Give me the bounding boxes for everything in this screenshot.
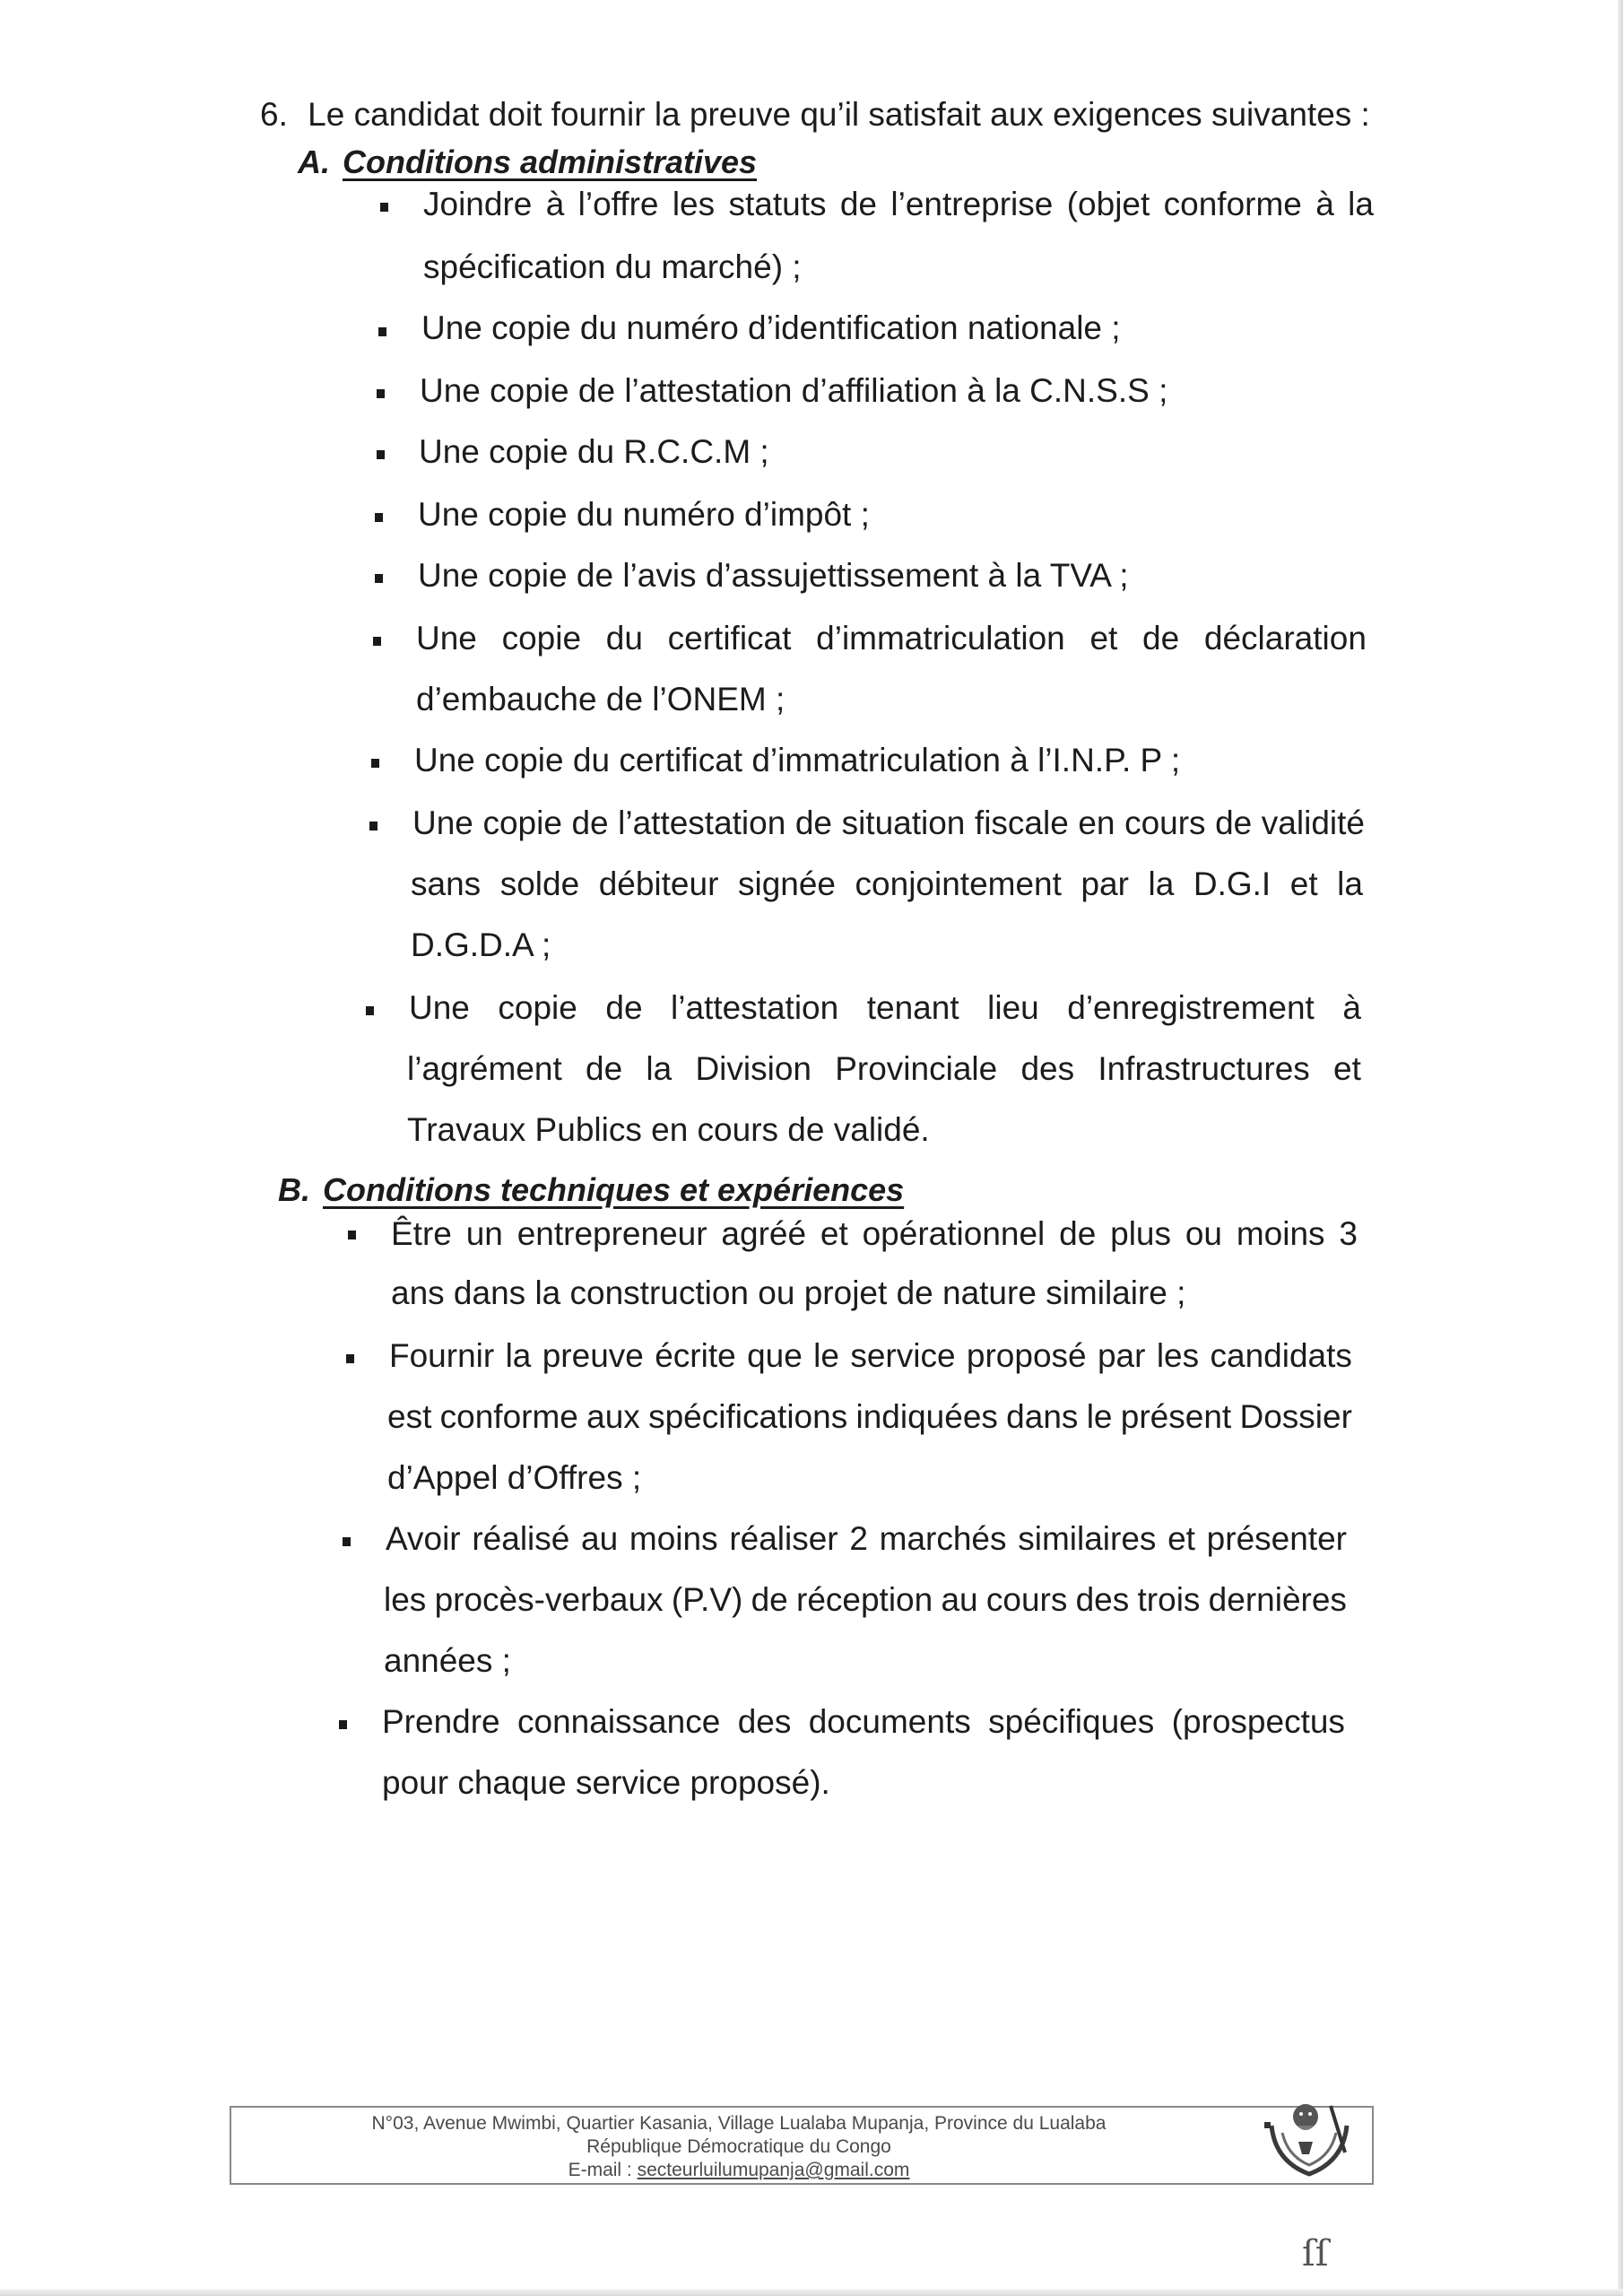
a-item-7-line-1: Une copie du certificat d’immatriculation et de déclaration <box>416 620 1367 657</box>
a-item-10-line-1: Une copie de l’attestation tenant lieu d’enregistrement à <box>409 989 1361 1026</box>
bullet-icon <box>373 637 381 646</box>
a-item-1-line-1: Joindre à l’offre les statuts de l’entreprise (objet conforme à la <box>423 186 1374 222</box>
section-b-letter: B. <box>278 1171 310 1208</box>
a-item-10-line-2: l’agrément de la Division Provinciale des Infrastructures et <box>407 1050 1361 1087</box>
scan-edge-bottom <box>0 2289 1623 2296</box>
b-item-2-line-2: est conforme aux spécifications indiquées dans le présent Dossier <box>387 1398 1352 1435</box>
footer-country: République Démocratique du Congo <box>586 2136 891 2157</box>
intro-number: 6. <box>260 96 288 133</box>
a-item-9-line-3: D.G.D.A ; <box>411 926 551 963</box>
a-item-4: Une copie du R.C.C.M ; <box>419 433 769 470</box>
section-a-heading <box>298 144 757 181</box>
coat-of-arms-icon <box>1255 2099 1363 2185</box>
b-item-1-line-1: Être un entrepreneur agréé et opérationnel de plus ou moins 3 <box>391 1215 1358 1252</box>
section-b-heading <box>278 1171 904 1209</box>
b-item-2-line-3: d’Appel d’Offres ; <box>387 1459 642 1496</box>
footer-email: secteurluilumupanja@gmail.com <box>637 2160 910 2180</box>
intro-line <box>260 95 1370 135</box>
a-item-9-line-2: sans solde débiteur signée conjointement par la D.G.I et la <box>411 865 1363 902</box>
b-item-3-line-3: années ; <box>384 1642 511 1679</box>
a-item-9-line-1: Une copie de l’attestation de situation fiscale en cours de validité <box>412 804 1365 841</box>
b-item-1-line-2: ans dans la construction ou projet de nature similaire ; <box>391 1274 1186 1311</box>
a-item-5: Une copie du numéro d’impôt ; <box>418 496 870 533</box>
bullet-icon <box>377 450 385 459</box>
bullet-icon <box>366 1006 374 1015</box>
a-item-8: Une copie du certificat d’immatriculation à l’I.N.P. P ; <box>414 742 1181 778</box>
b-item-2-line-1: Fournir la preuve écrite que le service proposé par les candidats <box>389 1337 1352 1374</box>
a-item-2: Une copie du numéro d’identification nationale ; <box>421 309 1121 346</box>
bullet-icon <box>375 574 383 583</box>
bullet-icon <box>348 1231 356 1239</box>
bullet-icon <box>339 1720 347 1729</box>
a-item-1-line-2: spécification du marché) ; <box>423 248 802 285</box>
section-a-title: Conditions administratives <box>343 144 758 180</box>
b-item-3-line-2: les procès-verbaux (P.V) de réception au cours des trois dernières <box>384 1581 1347 1618</box>
a-item-7-line-2: d’embauche de l’ONEM ; <box>416 681 785 718</box>
section-a-letter: A. <box>298 144 330 180</box>
a-item-10-line-3: Travaux Publics en cours de validé. <box>407 1111 930 1148</box>
b-item-3-line-1: Avoir réalisé au moins réaliser 2 marchés similaires et présenter <box>386 1520 1347 1557</box>
a-item-3: Une copie de l’attestation d’affiliation à la C.N.S.S ; <box>420 372 1168 409</box>
bullet-icon <box>346 1354 354 1363</box>
bullet-icon <box>380 203 388 212</box>
bullet-icon <box>377 389 385 398</box>
bullet-icon <box>369 822 378 831</box>
bullet-icon <box>343 1537 351 1546</box>
page-number: ſſ <box>1302 2233 1329 2274</box>
intro-text: Le candidat doit fournir la preuve qu’il satisfait aux exigences suivantes : <box>308 96 1370 133</box>
bullet-icon <box>378 327 386 336</box>
bullet-icon <box>375 513 383 522</box>
footer-email-line <box>230 2160 1248 2181</box>
a-item-6: Une copie de l’avis d’assujettissement à la TVA ; <box>418 557 1129 594</box>
scan-edge-right <box>1618 0 1623 2296</box>
footer-email-label: E-mail : <box>568 2160 632 2180</box>
bullet-icon <box>371 759 379 768</box>
footer-address: N°03, Avenue Mwimbi, Quartier Kasania, Village Lualaba Mupanja, Province du Lualaba <box>371 2113 1107 2134</box>
section-b-title: Conditions techniques et expériences <box>323 1171 905 1208</box>
b-item-4-line-1: Prendre connaissance des documents spécifiques (prospectus <box>382 1703 1345 1740</box>
b-item-4-line-2: pour chaque service proposé). <box>382 1764 830 1801</box>
